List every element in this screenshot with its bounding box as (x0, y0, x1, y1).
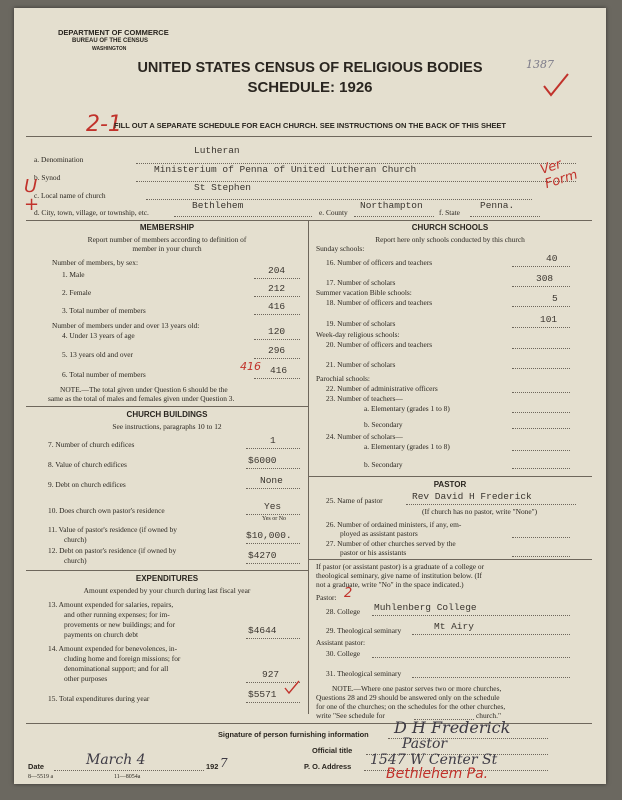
expenditures-title: EXPENDITURES (135, 574, 199, 583)
margin-mark: U + (24, 176, 40, 215)
form-number: 8—5519 a (28, 774, 54, 780)
q20-label: 20. Number of officers and teachers (326, 340, 433, 349)
q10-label: 10. Does church own pastor's residence (48, 506, 165, 515)
pastor-red-mark: 2 (344, 586, 353, 601)
q12-value: $4270 (248, 550, 277, 561)
small-red-check-icon (284, 680, 300, 694)
by-sex-label: Number of members, by sex: (52, 258, 138, 267)
q14-label-2: cluding home and foreign missions; for (64, 654, 181, 663)
q14-label-3: denominational support; and for all (64, 664, 169, 673)
denomination-value: Lutheran (194, 145, 240, 156)
state-label: f. State (439, 208, 460, 217)
q27-label: 27. Number of other churches served by the (326, 539, 456, 548)
department-label: DEPARTMENT OF COMMERCE (58, 28, 169, 37)
q11-value: $10,000. (246, 530, 292, 541)
q25-hint: (If church has no pastor, write "None") (422, 507, 538, 516)
q2-label: 2. Female (62, 288, 92, 297)
q16-label: 16. Number of officers and teachers (326, 258, 433, 267)
form-title: UNITED STATES CENSUS OF RELIGIOUS BODIES (137, 60, 483, 76)
q30-label: 30. College (326, 649, 361, 658)
pastor-subhead: Pastor: (316, 593, 337, 602)
q12-label: 12. Debt on pastor's residence (if owned by (48, 546, 177, 555)
q18-label: 18. Number of officers and teachers (326, 298, 433, 307)
red-mark: 2-1 (86, 112, 122, 137)
q13-label-2: and other running expenses; for im- (64, 610, 170, 619)
county-value: Northampton (360, 200, 423, 211)
signature-label: Signature of person furnishing information (218, 730, 369, 739)
year-value: 7 (220, 756, 228, 770)
membership-note-2: same as the total of males and females given under Question 3. (48, 394, 235, 403)
q28-label: 28. College (326, 607, 361, 616)
q12-label-2: church) (64, 556, 87, 565)
q1-label: 1. Male (62, 270, 85, 279)
q11-label: 11. Value of pastor's residence (if owned by (48, 525, 177, 534)
q7-label: 7. Number of church edifices (48, 440, 135, 449)
q2-value: 212 (268, 283, 286, 294)
q19-value: 101 (540, 314, 558, 325)
q14-label: 14. Amount expended for benevolences, in- (48, 644, 178, 653)
q18-value: 5 (552, 293, 558, 304)
pastor-note-2: Questions 28 and 29 should be answered only on the schedule (316, 693, 500, 702)
form-number-2: 11—8054a (114, 774, 141, 780)
college-value: Muhlenberg College (374, 602, 477, 613)
pastor-title: PASTOR (433, 480, 467, 489)
signature-value: D H Frederick (394, 718, 511, 737)
city-field-label: d. City, town, village, or township, etc. (34, 208, 149, 217)
pastor-note-3: for one of the churches; on the schedules for the other churches, (316, 702, 506, 711)
date-value: March 4 (86, 752, 146, 768)
q17-value: 308 (536, 273, 554, 284)
state-value: Penna. (480, 200, 515, 211)
synod-label: b. Synod (34, 173, 61, 182)
pastor-note-5: church." (476, 711, 501, 720)
q26-label-2: ployed as assistant pastors (340, 529, 418, 538)
q17-label: 17. Number of scholars (326, 278, 396, 287)
yes-no-hint: Yes or No (262, 516, 287, 522)
q24-label: 24. Number of scholars— (326, 432, 403, 441)
official-title-label: Official title (312, 746, 353, 755)
age-intro: Number of members under and over 13 years old: (52, 321, 200, 330)
q7-value: 1 (270, 435, 276, 446)
county-label: e. County (319, 208, 348, 217)
q1-value: 204 (268, 265, 286, 276)
census-schedule-sheet (14, 8, 606, 784)
weekday-label: Week-day religious schools: (316, 330, 400, 339)
q24b-label: b. Secondary (364, 460, 403, 469)
q23b-label: b. Secondary (364, 420, 403, 429)
q11-label-2: church) (64, 535, 87, 544)
schools-title: CHURCH SCHOOLS (411, 223, 489, 232)
pastor-note-4: write "See schedule for (316, 711, 385, 720)
assistant-subhead: Assistant pastor: (316, 638, 366, 647)
synod-value: Ministerium of Penna of United Lutheran Church (154, 164, 417, 175)
membership-intro: Report number of members according to definition of (87, 235, 247, 244)
instruction-line: FILL OUT A SEPARATE SCHEDULE FOR EACH CHURCH. SEE INSTRUCTIONS ON THE BACK OF THIS SHEET (114, 121, 506, 130)
q8-value: $6000 (248, 455, 277, 466)
q6-value: 416 (270, 365, 288, 376)
po-city-value: Bethlehem Pa. (386, 766, 489, 782)
q13-value: $4644 (248, 625, 277, 636)
membership-note-1: NOTE.—The total given under Question 6 should be the (60, 385, 228, 394)
q19-label: 19. Number of scholars (326, 319, 396, 328)
q5-label: 5. 13 years old and over (62, 350, 134, 359)
seminary-value: Mt Airy (434, 621, 474, 632)
q25-label: 25. Name of pastor (326, 496, 383, 505)
q15-label: 15. Total expenditures during year (48, 694, 150, 703)
city-label: WASHINGTON (92, 46, 127, 52)
sunday-label: Sunday schools: (316, 244, 365, 253)
q23a-label: a. Elementary (grades 1 to 8) (364, 404, 450, 413)
denomination-label: a. Denomination (34, 155, 84, 164)
margin-note: Ver Form (538, 156, 580, 193)
stamp-number: 1387 (526, 58, 554, 71)
schools-intro: Report here only schools conducted by this church (375, 235, 525, 244)
q31-label: 31. Theological seminary (326, 669, 402, 678)
year-prefix: 192 (206, 762, 219, 771)
graduate-note-1: If pastor (or assistant pastor) is a graduate of a college or (316, 562, 485, 571)
expenditures-sub: Amount expended by your church during last fiscal year (83, 586, 251, 595)
form-subtitle: SCHEDULE: 1926 (247, 79, 373, 96)
q13-label: 13. Amount expended for salaries, repairs, (48, 600, 174, 609)
date-label: Date (28, 762, 45, 771)
membership-title: MEMBERSHIP (139, 223, 195, 232)
q6-red-value: 416 (240, 360, 261, 373)
pastor-name-value: Rev David H Frederick (412, 491, 532, 502)
summer-label: Summer vacation Bible schools: (316, 288, 412, 297)
graduate-note-2: theological seminary, give name of institution below. (If (316, 571, 482, 580)
church-name-label: c. Local name of church (34, 191, 106, 200)
po-address-label: P. O. Address (304, 762, 352, 771)
official-title-value: Pastor (402, 736, 448, 752)
q6-label: 6. Total number of members (62, 370, 146, 379)
q27-label-2: pastor or his assistants (340, 548, 407, 557)
pastor-note-1: NOTE.—Where one pastor serves two or more churches, (332, 684, 502, 693)
q5-value: 296 (268, 345, 286, 356)
q14-label-4: other purposes (64, 674, 108, 683)
q9-value: None (260, 475, 283, 486)
q21-label: 21. Number of scholars (326, 360, 396, 369)
q13-label-3: provements or new buildings; and for (64, 620, 176, 629)
q10-value: Yes (264, 501, 282, 512)
q14-value: 927 (262, 669, 280, 680)
q9-label: 9. Debt on church edifices (48, 480, 126, 489)
parochial-label: Parochial schools: (316, 374, 370, 383)
q15-value: $5571 (248, 689, 277, 700)
q13-label-4: payments on church debt (64, 630, 139, 639)
city-value: Bethlehem (192, 200, 244, 211)
bureau-label: BUREAU OF THE CENSUS (72, 38, 149, 44)
q26-label: 26. Number of ordained ministers, if any, em- (326, 520, 462, 529)
membership-intro-2: member in your church (132, 244, 202, 253)
graduate-note-3: not a graduate, write "No" in the space indicated.) (316, 580, 464, 589)
po-address-value: 1547 W Center St (370, 752, 498, 768)
q3-value: 416 (268, 301, 286, 312)
q4-label: 4. Under 13 years of age (62, 331, 135, 340)
q4-value: 120 (268, 326, 286, 337)
q16-value: 40 (546, 253, 558, 264)
q3-label: 3. Total number of members (62, 306, 146, 315)
church-name-value: St Stephen (194, 182, 252, 193)
q22-label: 22. Number of administrative officers (326, 384, 438, 393)
q8-label: 8. Value of church edifices (48, 460, 127, 469)
buildings-sub: See instructions, paragraphs 10 to 12 (112, 422, 222, 431)
buildings-title: CHURCH BUILDINGS (126, 410, 208, 419)
q29-label: 29. Theological seminary (326, 626, 402, 635)
q24a-label: a. Elementary (grades 1 to 8) (364, 442, 450, 451)
q23-label: 23. Number of teachers— (326, 394, 403, 403)
